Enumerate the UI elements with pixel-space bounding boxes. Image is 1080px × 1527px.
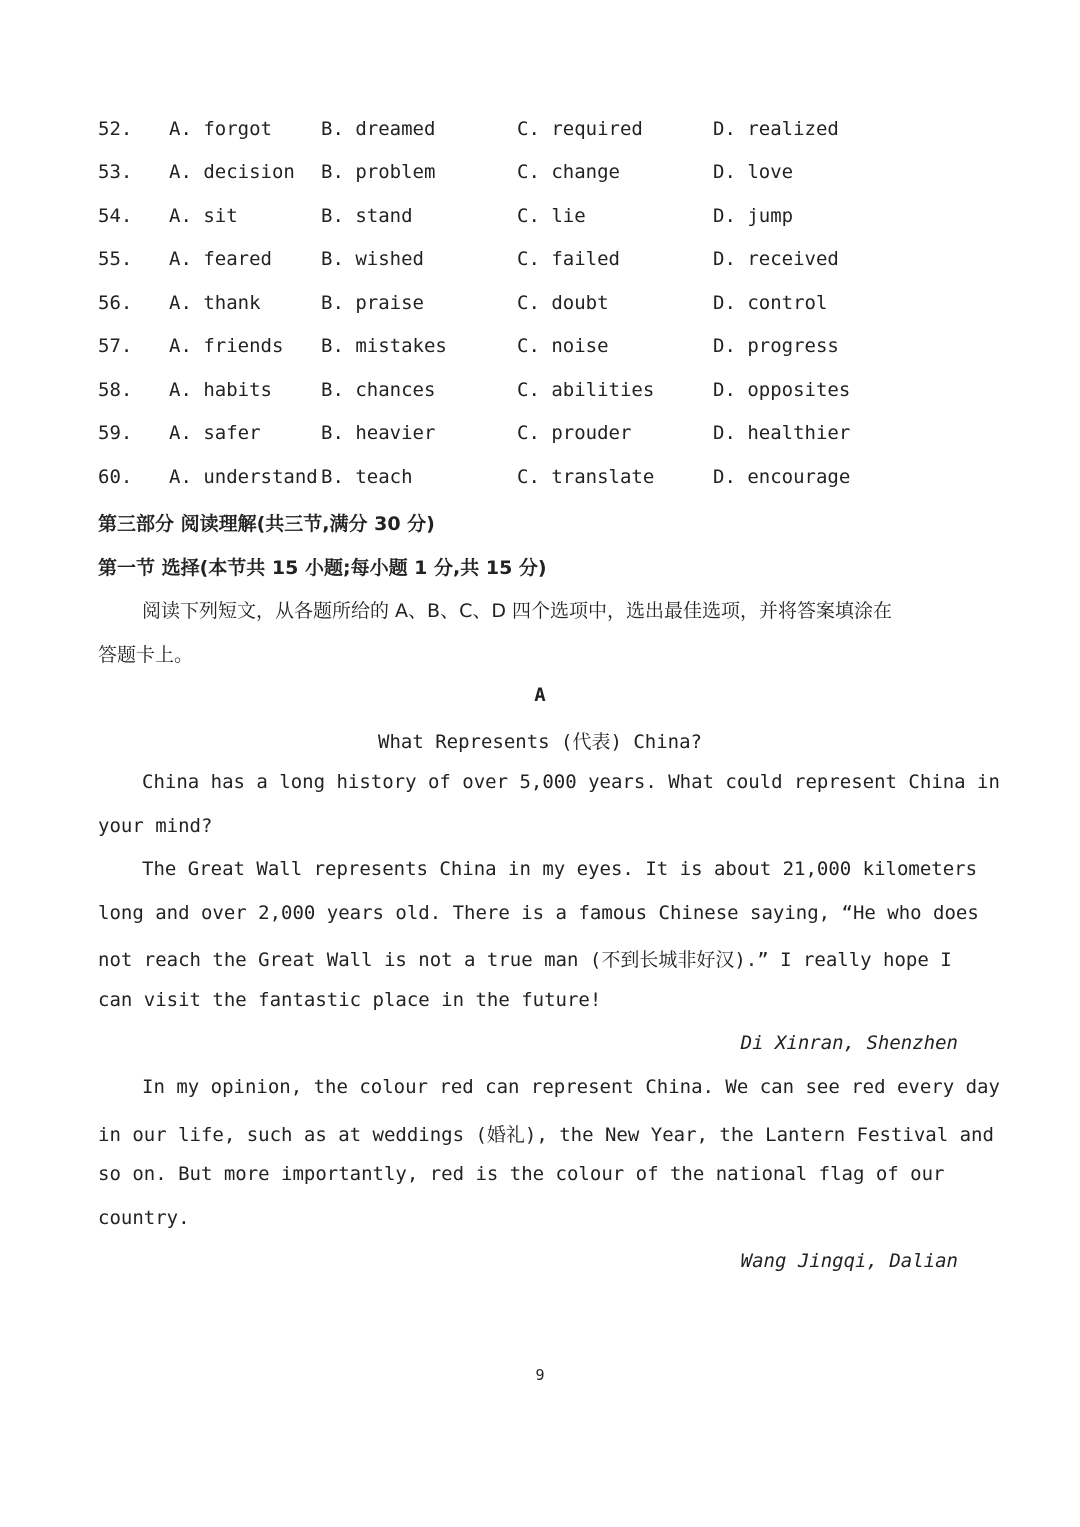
instruction-line: 答题卡上。 (98, 644, 194, 666)
option-c: C. lie (517, 205, 586, 227)
option-d: D. realized (713, 118, 839, 140)
option-b: B. heavier (321, 422, 436, 444)
question-row (98, 161, 978, 191)
question-row (98, 292, 978, 322)
question-row (98, 335, 978, 365)
paragraph-line: long and over 2,000 years old. There is a famous Chinese saying, “He who does (98, 902, 979, 924)
option-d: D. opposites (713, 379, 851, 401)
paragraph-line: In my opinion, the colour red can represent China. We can see red every day (142, 1076, 1000, 1098)
option-b: B. wished (321, 248, 424, 270)
page-number: 9 (535, 1366, 545, 1384)
option-a: A. thank (169, 292, 261, 314)
option-c: C. failed (517, 248, 620, 270)
option-a: A. forgot (169, 118, 272, 140)
passage-label: A (534, 684, 546, 706)
question-number: 53. (98, 161, 133, 183)
author-signature: Di Xinran, Shenzhen (740, 1032, 958, 1054)
instruction-line: 阅读下列短文，从各题所给的 A、B、C、D 四个选项中，选出最佳选项，并将答案填涂在 (142, 600, 893, 622)
question-number: 54. (98, 205, 133, 227)
option-c: C. required (517, 118, 643, 140)
paragraph-line: not reach the Great Wall is not a true man (不到长城非好汉).” I really hope I (98, 949, 952, 971)
option-b: B. praise (321, 292, 424, 314)
option-a: A. friends (169, 335, 284, 357)
option-d: D. encourage (713, 466, 851, 488)
question-number: 60. (98, 466, 133, 488)
option-c: C. doubt (517, 292, 609, 314)
question-row (98, 248, 978, 278)
option-b: B. teach (321, 466, 413, 488)
author-signature: Wang Jingqi, Dalian (740, 1250, 958, 1272)
option-d: D. progress (713, 335, 839, 357)
paragraph-line: can visit the fantastic place in the future! (98, 989, 602, 1011)
question-row (98, 422, 978, 452)
option-d: D. received (713, 248, 839, 270)
paragraph-line: The Great Wall represents China in my eyes. It is about 21,000 kilometers (142, 858, 978, 880)
option-a: A. safer (169, 422, 261, 444)
option-a: A. sit (169, 205, 238, 227)
question-number: 58. (98, 379, 133, 401)
question-number: 56. (98, 292, 133, 314)
question-number: 52. (98, 118, 133, 140)
option-c: C. abilities (517, 379, 655, 401)
option-d: D. healthier (713, 422, 851, 444)
option-a: A. understand (169, 466, 318, 488)
option-a: A. decision (169, 161, 295, 183)
question-number: 55. (98, 248, 133, 270)
option-d: D. jump (713, 205, 794, 227)
paragraph-line: so on. But more importantly, red is the colour of the national flag of our (98, 1163, 945, 1185)
question-row (98, 118, 978, 148)
option-c: C. change (517, 161, 620, 183)
option-d: D. love (713, 161, 794, 183)
option-b: B. dreamed (321, 118, 436, 140)
question-number: 57. (98, 335, 133, 357)
option-a: A. feared (169, 248, 272, 270)
question-number: 59. (98, 422, 133, 444)
paragraph-line: your mind? (98, 815, 213, 837)
option-b: B. chances (321, 379, 436, 401)
option-b: B. mistakes (321, 335, 447, 357)
paragraph-line: in our life, such as at weddings (婚礼), the New Year, the Lantern Festival and (98, 1124, 994, 1146)
paragraph-line: China has a long history of over 5,000 years. What could represent China in (142, 771, 1000, 793)
option-d: D. control (713, 292, 828, 314)
option-b: B. problem (321, 161, 436, 183)
option-c: C. translate (517, 466, 655, 488)
paragraph-line: country. (98, 1207, 190, 1229)
question-row (98, 205, 978, 235)
question-row (98, 466, 978, 496)
passage-title: What Represents (代表) China? (378, 731, 702, 753)
option-b: B. stand (321, 205, 413, 227)
option-c: C. prouder (517, 422, 632, 444)
option-a: A. habits (169, 379, 272, 401)
part3-heading: 第三部分 阅读理解(共三节,满分 30 分) (98, 513, 435, 535)
section1-heading: 第一节 选择(本节共 15 小题;每小题 1 分,共 15 分) (98, 557, 547, 579)
question-row (98, 379, 978, 409)
option-c: C. noise (517, 335, 609, 357)
